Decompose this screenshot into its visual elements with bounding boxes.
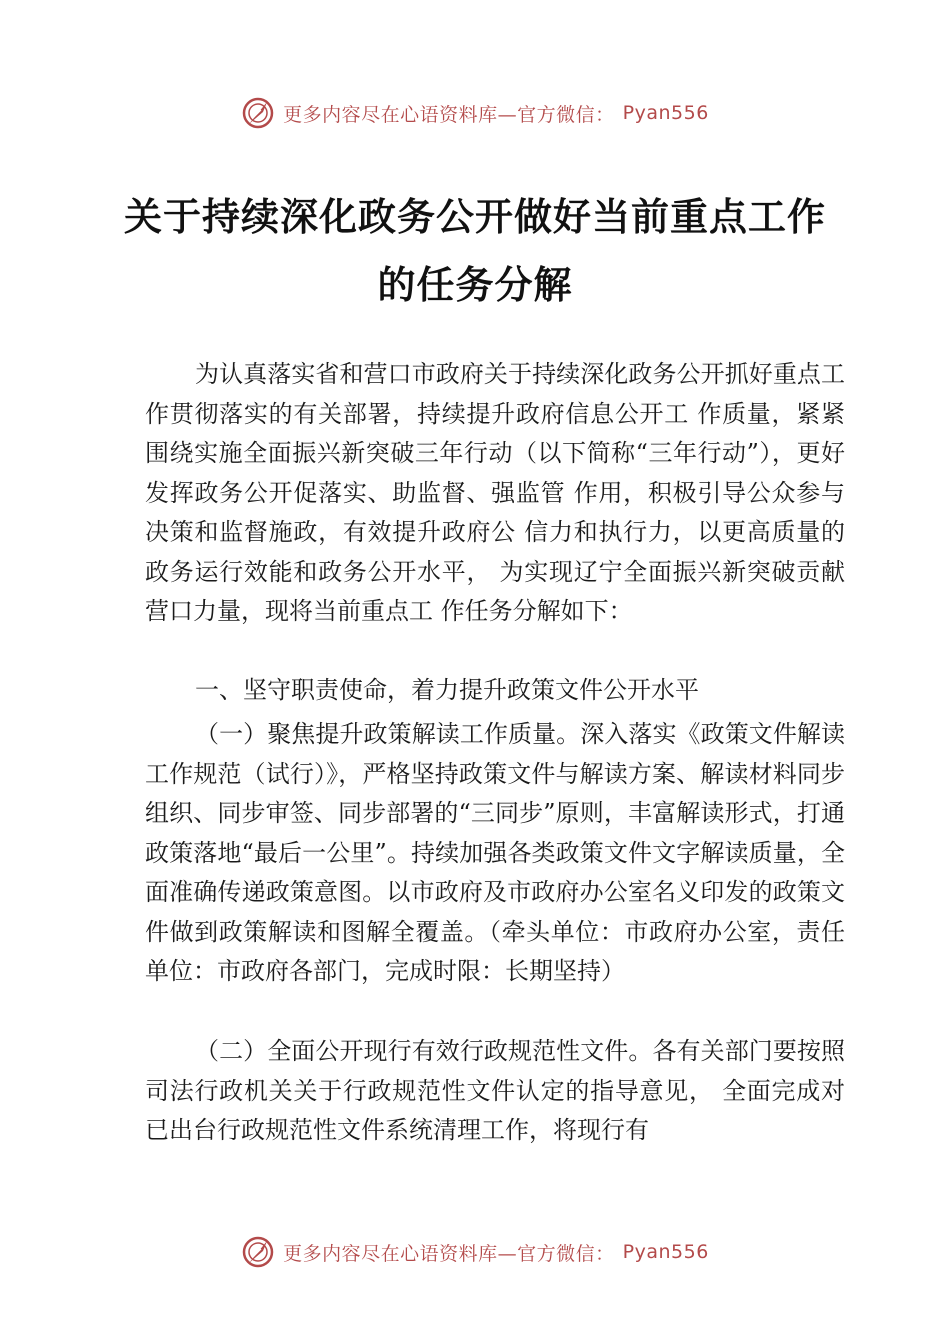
footer-banner: [0, 1232, 950, 1272]
banner-wechat-id: Pyan556: [622, 102, 709, 124]
document-title-line2: 的任务分解: [377, 263, 573, 307]
body-paragraph-item-2: （二）全面公开现行有效行政规范性文件。各有关部门要按照司法行政机关关于行政规范性文件认定的指导意见， 全面完成对已出台行政规范性文件系统清理工作，将现行有: [145, 1037, 845, 1144]
footer-wechat-id: Pyan556: [622, 1241, 709, 1263]
header-banner: [0, 93, 950, 133]
quill-circle-icon: [241, 1235, 275, 1269]
body-paragraph-intro: 为认真落实省和营口市政府关于持续深化政务公开抓好重点工作贯彻落实的有关部署，持续提升政府信息公开工 作质量，紧紧围绕实施全面振兴新突破三年行动（以下简称“三年行动”），更好发挥政务公开促落实、助监督、强监管 作用，积极引导公众参与决策和监督施政，有效提升政府公 信力和执行力，以更高质量的政务运行效能和政务公开水平， 为实现辽宁全面振兴新突破贡献营口力量，现将当前重点工 作任务分解如下：: [145, 360, 845, 625]
document-title-line1: 关于持续深化政务公开做好当前重点工作: [123, 195, 826, 239]
body-paragraph-item-1: （一）聚焦提升政策解读工作质量。深入落实《政策文件解读工作规范（试行）》，严格坚持政策文件与解读方案、解读材料同步组织、同步审签、同步部署的“三同步”原则，丰富解读形式，打通政策落地“最后一公里”。持续加强各类政策文件文字解读质量，全面准确传递政策意图。以市政府及市政府办公室名义印发的政策文件做到政策解读和图解全覆盖。（牵头单位：市政府办公室，责任单位：市政府各部门，完成时限：长期坚持）: [145, 720, 845, 985]
section-heading-1: 一、坚守职责使命，着力提升政策文件公开水平: [195, 676, 699, 704]
quill-circle-icon: [241, 96, 275, 130]
footer-tagline: 更多内容尽在心语资料库—官方微信：: [283, 1242, 615, 1265]
banner-tagline: 更多内容尽在心语资料库—官方微信：: [283, 103, 615, 126]
